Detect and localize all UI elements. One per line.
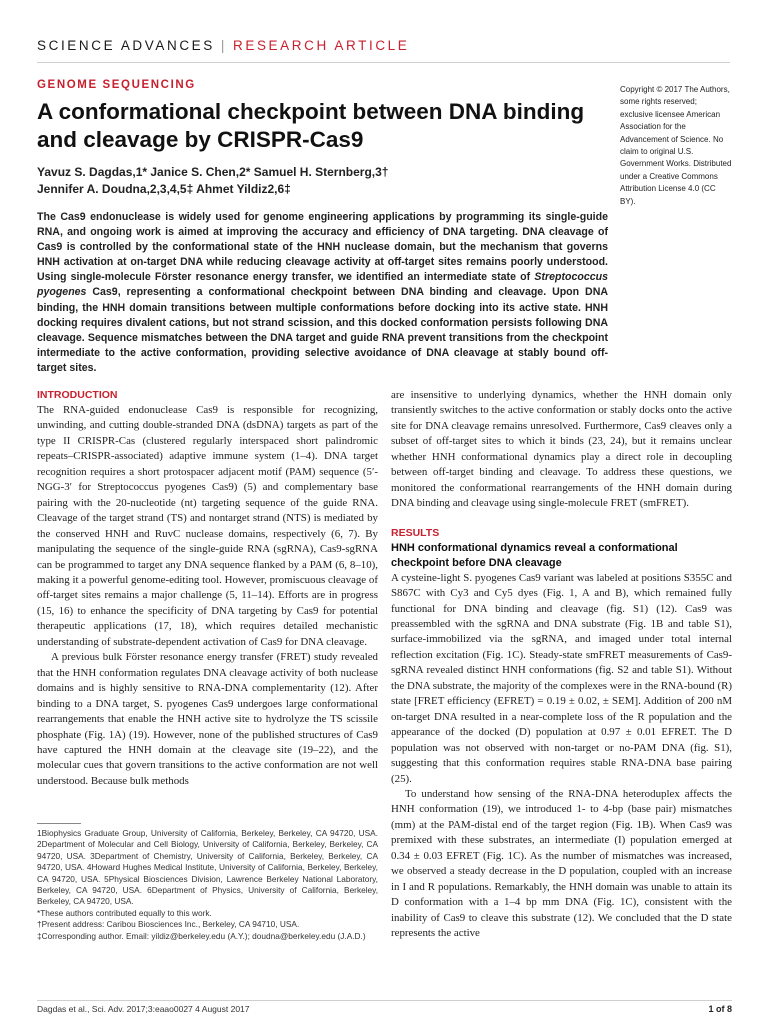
author-line-2: Jennifer A. Doudna,2,3,4,5‡ Ahmet Yildiz2,6‡	[37, 182, 291, 196]
journal-name: SCIENCE ADVANCES	[37, 38, 215, 53]
present-address-note: †Present address: Caribou Biosciences Inc., Berkeley, CA 94710, USA.	[37, 919, 300, 930]
equal-contribution-note: *These authors contributed equally to this work.	[37, 907, 212, 918]
results-paragraph-1: A cysteine-light S. pyogenes Cas9 variant was labeled at positions S355C and S867C with Cy3 and Cy5 dyes (Fig. 1, A and B), which remained fully functional for DNA binding and cleavage (fig. S1) (12). Cas9 was preassembled with the sgRNA and DNA substrate (Fig. 1B and table S1), surface-immobilized via the sgRNA, and imaged under total internal reflection excitation (Fig. 1C). Steady-state smFRET measurements of Cas9-sgRNA revealed distinct HNH conformations (fig. S2 and table S1). Without the DNA substrate, the majority of the complexes were in the RNA-bound (R) state [FRET efficiency (EFRET) = 0.19 ± 0.02, ± SEM]. Addition of 200 nM on-target DNA resulted in a near-complete loss of the R population and the appearance of the docked (D) population at 0.97 ± 0.01 EFRET. The D population was not observed with non-target or no-PAM DNA (fig. S1), suggesting that this conformation requires stable RNA-DNA base pairing (25).	[391, 571, 732, 785]
article-type: RESEARCH ARTICLE	[233, 38, 410, 53]
results-heading: RESULTS	[391, 526, 440, 539]
article-title: A conformational checkpoint between DNA binding and cleavage by CRISPR-Cas9	[37, 99, 585, 152]
author-line-1: Yavuz S. Dagdas,1* Janice S. Chen,2* Samuel H. Sternberg,3†	[37, 165, 389, 179]
intro-paragraph-3: are insensitive to underlying dynamics, whether the HNH domain only transiently switches to the active conformation or stably docks onto the active site for DNA cleavage remains unresolved. Furthermore, Cas9 cleaves only a subset of off-target sites to which it binds (23, 24), but it remains unclear whether HNH conformational dynamics play a direct role in decoupling between off-target binding and cleavage. To address these questions, we monitored the conformational rearrangements of the HNH domain during DNA binding and cleavage using single-molecule FRET (smFRET).	[391, 389, 732, 510]
affiliations: 1Biophysics Graduate Group, University of California, Berkeley, Berkeley, CA 94720, USA. 2Department of Molecular and Cell Biology, University of California, Berkeley, Berkeley, CA 94720, USA. 3Department of Chemistry, University of California, Berkeley, Berkeley, CA 94720, USA. 4Howard Hughes Medical Institute, University of California, Berkeley, Berkeley, CA 94720, USA. 5Physical Biosciences Division, Lawrence Berkeley National Laboratory, Berkeley, CA 94720, USA. 6Department of Physics, University of California, Berkeley, Berkeley, CA 94720, USA.	[37, 828, 378, 907]
results-subheading: HNH conformational dynamics reveal a conformational checkpoint before DNA cleavage	[391, 541, 678, 569]
footer-rule	[37, 1000, 732, 1001]
copyright-notice: Copyright © 2017 The Authors, some rights reserved; exclusive licensee American Association for the Advancement of Science. No claim to original U.S. Government Works. Distributed under a Creative Commons Attribution License 4.0 (CC BY).	[620, 85, 732, 206]
footnote-rule	[37, 823, 81, 824]
header-rule	[37, 62, 730, 63]
intro-paragraph-1: The RNA-guided endonuclease Cas9 is responsible for recognizing, unwinding, and cutting double-stranded DNA (dsDNA) targets as part of the type II CRISPR-Cas (clustered regularly interspaced short palindromic repeats–CRISPR-associated) adaptive immune system (1–4). DNA target recognition requires a short protospacer adjacent motif (PAM) sequence (5′-NGG-3′ for Streptococcus pyogenes Cas9) (5) and complementary base pairing with the 20-nucleotide (nt) targeting sequence of the guide RNA. Cleavage of the target strand (TS) and nontarget strand (NTS) is mediated by the conserved HNH and RuvC nuclease domains, respectively (6, 7). By manipulating the sequence of the single-guide RNA (sgRNA), Cas9-sgRNA can be programmed to target any DNA sequence flanked by a PAM (6, 8–10), making it a powerful genome-editing tool. However, promiscuous cleavage of off-target sites remains a major challenge (5, 11–14). Efforts are in progress (15, 16) to enhance the specificity of DNA targeting by Cas9 for potential therapeutic applications (17, 18), which requires detailed mechanistic understanding of substrate-dependent activation of Cas9 for DNA cleavage.	[37, 404, 378, 648]
abstract-species: Streptococcus pyogenes	[37, 271, 608, 299]
intro-paragraph-2: A previous bulk Förster resonance energy transfer (FRET) study revealed that the HNH conformation regulates DNA cleavage activity of both nuclease domains and is highly sensitive to RNA-DNA complementarity (12). After binding to a DNA target, S. pyogenes Cas9 undergoes large conformational rearrangements that enable the HNH active site to hydrolyze the TS scissile phosphate (Fig. 1A) (19). However, none of the published structures of Cas9 have captured the HNH domain at the cleavage site (19–22), and the molecular cues that govern transitions to the active conformation are not well understood. Because bulk methods	[37, 651, 378, 787]
page-number: 1 of 8	[708, 1004, 732, 1014]
abstract-part-2: Cas9, representing a conformational checkpoint between DNA binding and cleavage. Upon DNA binding, the HNH domain transitions between multiple conformations before docking into its active state. HNH docking requires divalent cations, but not strand scission, and this docked conformation persists following DNA cleavage. Sequence mismatches between the DNA target and guide RNA prevent transitions from the checkpoint intermediate to the active conformation, providing selective avoidance of DNA cleavage at stably bound off-target sites.	[37, 286, 608, 374]
abstract-part-1: The Cas9 endonuclease is widely used for genome engineering applications by programming its single-guide RNA, and ongoing work is aimed at improving the accuracy and efficiency of DNA targeting. DNA cleavage of Cas9 is controlled by the conformational state of the HNH nuclease domain, but the mechanism that governs HNH activation at on-target DNA while reducing cleavage activity at off-target sites remains poorly understood. Using single-molecule Förster resonance energy transfer, we identified an intermediate state of	[37, 211, 608, 284]
results-paragraph-2: To understand how sensing of the RNA-DNA heteroduplex affects the HNH conformation (19), we introduced 1- to 4-bp (base pair) mismatches (mm) at the PAM-distal end of the target region (Fig. 1B). When Cas9 was premixed with these substrates, an intermediate (I) population emerged at 0.34 ± 0.03 EFRET (Fig. 1C). As the number of mismatches was increased, we observed a steady decrease in the D population, coupled with an increase in I and R populations. Remarkably, the HNH domain was unable to attain its D conformation with a 1–4 bp mm DNA (Fig. 1C), consistent with the inability of Cas9 to cleave this substrate (12). We concluded that the D state represents the active	[391, 787, 732, 940]
header-separator: |	[220, 38, 227, 53]
journal-header	[37, 38, 409, 53]
section-label: GENOME SEQUENCING	[37, 79, 196, 91]
abstract	[37, 210, 608, 376]
footnotes	[37, 828, 378, 942]
author-list	[37, 164, 597, 198]
right-column	[391, 388, 732, 942]
footer-citation: Dagdas et al., Sci. Adv. 2017;3:eaao0027 4 August 2017	[37, 1004, 250, 1014]
left-column	[37, 388, 378, 789]
introduction-heading: INTRODUCTION	[37, 389, 118, 401]
corresponding-author-note: ‡Corresponding author. Email: yildiz@berkeley.edu (A.Y.); doudna@berkeley.edu (J.A.D.)	[37, 930, 366, 941]
